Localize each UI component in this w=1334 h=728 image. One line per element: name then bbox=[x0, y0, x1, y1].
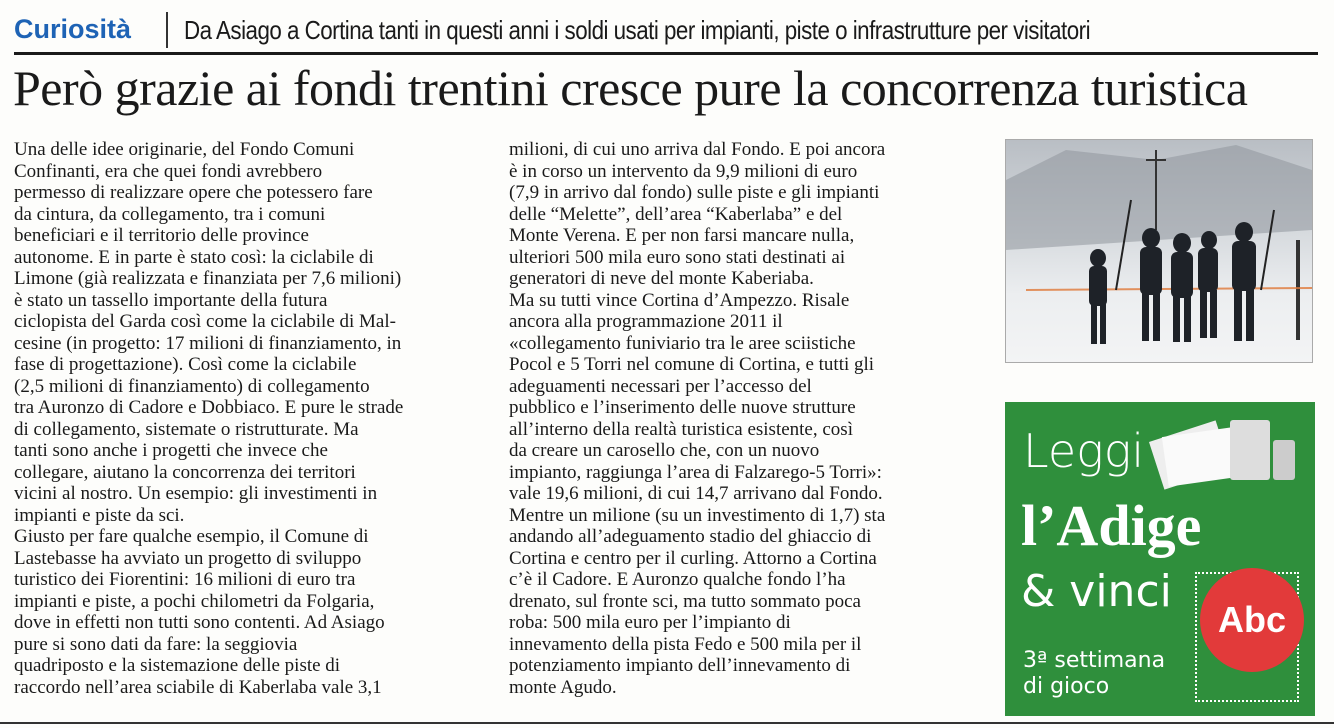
text-line: ciclopista del Garda così come la ciclabile di Mal- bbox=[14, 311, 396, 332]
text-line: impianto, raggiunga l’area di Falzarego-5 Torri»: bbox=[509, 461, 882, 483]
text-line: ancora alla programmazione 2011 il bbox=[509, 311, 783, 332]
text-line: Limone (già realizzata e finanziata per 7,6 milioni) bbox=[14, 268, 402, 289]
text-line: tanti sono anche i progetti che invece che bbox=[14, 440, 328, 461]
text-line: quadriposto e la sistemazione delle piste di bbox=[14, 655, 341, 676]
text-line: da cintura, da collegamento, tra i comuni bbox=[14, 203, 326, 225]
text-line: Una delle idee originarie, del Fondo Comuni bbox=[14, 139, 355, 160]
text-line: Monte Verena. E per non farsi mancare nulla, bbox=[509, 225, 855, 246]
text-line: pure si sono dati da fare: la seggiovia bbox=[14, 633, 298, 655]
text-line: Pocol e 5 Torri nel comune di Cortina, e tutti gli bbox=[509, 354, 875, 375]
text-line: generatori di neve del monte Kaberiaba. bbox=[509, 268, 814, 289]
text-line: collegare, aiutano la concorrenza dei territori bbox=[14, 461, 356, 483]
article-headline: Però grazie ai fondi trentini cresce pure la concorrenza turistica bbox=[13, 60, 1248, 116]
text-line: da creare un carosello che, con un nuovo bbox=[509, 440, 820, 461]
text-line: Lastebasse ha avviato un progetto di sviluppo bbox=[14, 547, 362, 569]
text-line: Giusto per fare qualche esempio, il Comune di bbox=[14, 526, 369, 547]
text-line: vale 19,6 milioni, di cui 14,7 arrivano dal Fondo. bbox=[509, 483, 883, 504]
text-line: impianti e piste da sci. bbox=[14, 504, 185, 526]
text-line: tra Auronzo di Cadore e Dobbiaco. E pure le strade bbox=[14, 397, 404, 418]
text-line: raccordo nell’area sciabile di Kaberlaba vale 3,1 bbox=[14, 676, 382, 698]
kicker-subtitle: Da Asiago a Cortina tanti in questi anni i soldi usati per impianti, piste o infrastrutture per visitatori bbox=[184, 15, 1091, 45]
newspaper-stack-icon bbox=[1145, 410, 1305, 500]
article-column-2 bbox=[509, 139, 971, 698]
text-line: «collegamento funiviario tra le aree sciistiche bbox=[509, 332, 856, 354]
text-line: potenziamento impianto dell’innevamento di bbox=[509, 655, 851, 676]
ski-slope-illustration bbox=[1006, 140, 1312, 362]
text-line: drenato, sul fronte sci, ma tutto sommato poca bbox=[509, 590, 861, 612]
text-line: turistico dei Fiorentini: 16 milioni di euro tra bbox=[14, 569, 356, 590]
text-line: monte Agudo. bbox=[509, 676, 617, 698]
text-line: è in corso un intervento da 9,9 milioni di euro bbox=[509, 160, 858, 182]
text-line: (2,5 milioni di finanziamento) di collegamento bbox=[14, 375, 370, 397]
text-line: (7,9 in arrivo dal fondo) sulle piste e gli impianti bbox=[509, 182, 880, 203]
article-column-1 bbox=[14, 139, 484, 698]
section-label: Curiosità bbox=[14, 14, 132, 44]
bottom-divider bbox=[0, 722, 1334, 724]
text-line: vicini al nostro. Un esempio: gli investimenti in bbox=[14, 483, 378, 504]
kicker-divider bbox=[166, 12, 168, 48]
text-line: cesine (in progetto: 17 milioni di finanziamento, in bbox=[14, 332, 402, 354]
text-line: Confinanti, era che quei fondi avrebbero bbox=[14, 160, 323, 182]
text-line: innevamento della pista Fedo e 500 mila per il bbox=[509, 633, 862, 655]
text-line: impianti e piste, a pochi chilometri da Folgaria, bbox=[14, 590, 375, 612]
kicker-bar bbox=[14, 8, 1318, 55]
text-line: Cortina e centro per il curling. Attorno a Cortina bbox=[509, 547, 877, 569]
text-line: beneficiari e il territorio delle province bbox=[14, 225, 309, 246]
text-line: permesso di realizzare opere che potessero fare bbox=[14, 182, 373, 203]
text-line: roba: 500 mila euro per l’impianto di bbox=[509, 612, 791, 633]
text-line: pubblico e l’inserimento delle nuove strutture bbox=[509, 397, 856, 418]
text-line: milioni, di cui uno arriva dal Fondo. E poi ancora bbox=[509, 139, 886, 160]
text-line: di collegamento, sistemate o ristrutturate. Ma bbox=[14, 418, 359, 440]
text-line: all’interno della realtà turistica esistente, così bbox=[509, 418, 853, 440]
article-photo bbox=[1005, 139, 1313, 363]
text-line: fase di progettazione). Così come la ciclabile bbox=[14, 354, 357, 375]
abc-badge-icon: Abc bbox=[1200, 568, 1304, 672]
text-line: ulteriori 500 mila euro sono stati destinati ai bbox=[509, 246, 846, 268]
text-line: dove in effetti non tutti sono contenti. Ad Asiago bbox=[14, 612, 385, 633]
ad-week-line-2: di gioco bbox=[1023, 674, 1110, 699]
ad-week bbox=[1023, 648, 1165, 700]
text-line: delle “Melette”, dell’area “Kaberlaba” e del bbox=[509, 203, 843, 225]
ad-line-3: & vinci bbox=[1021, 566, 1172, 617]
text-line: Ma su tutti vince Cortina d’Ampezzo. Risale bbox=[509, 289, 850, 311]
text-line: andando all’adeguamento stadio del ghiaccio di bbox=[509, 526, 872, 547]
ad-brand: l’Adige bbox=[1021, 493, 1202, 558]
text-line: adeguamenti necessari per l’accesso del bbox=[509, 375, 812, 397]
ad-week-line-1: 3ª settimana bbox=[1023, 648, 1166, 673]
ad-line-1: Leggi bbox=[1023, 424, 1145, 478]
text-line: è stato un tassello importante della futura bbox=[14, 289, 328, 311]
text-line: Mentre un milione (su un investimento di 1,7) sta bbox=[509, 504, 886, 526]
text-line: autonome. E in parte è stato così: la ciclabile di bbox=[14, 246, 374, 268]
text-line: c’è il Cadore. E Auronzo qualche fondo l’ha bbox=[509, 569, 846, 590]
